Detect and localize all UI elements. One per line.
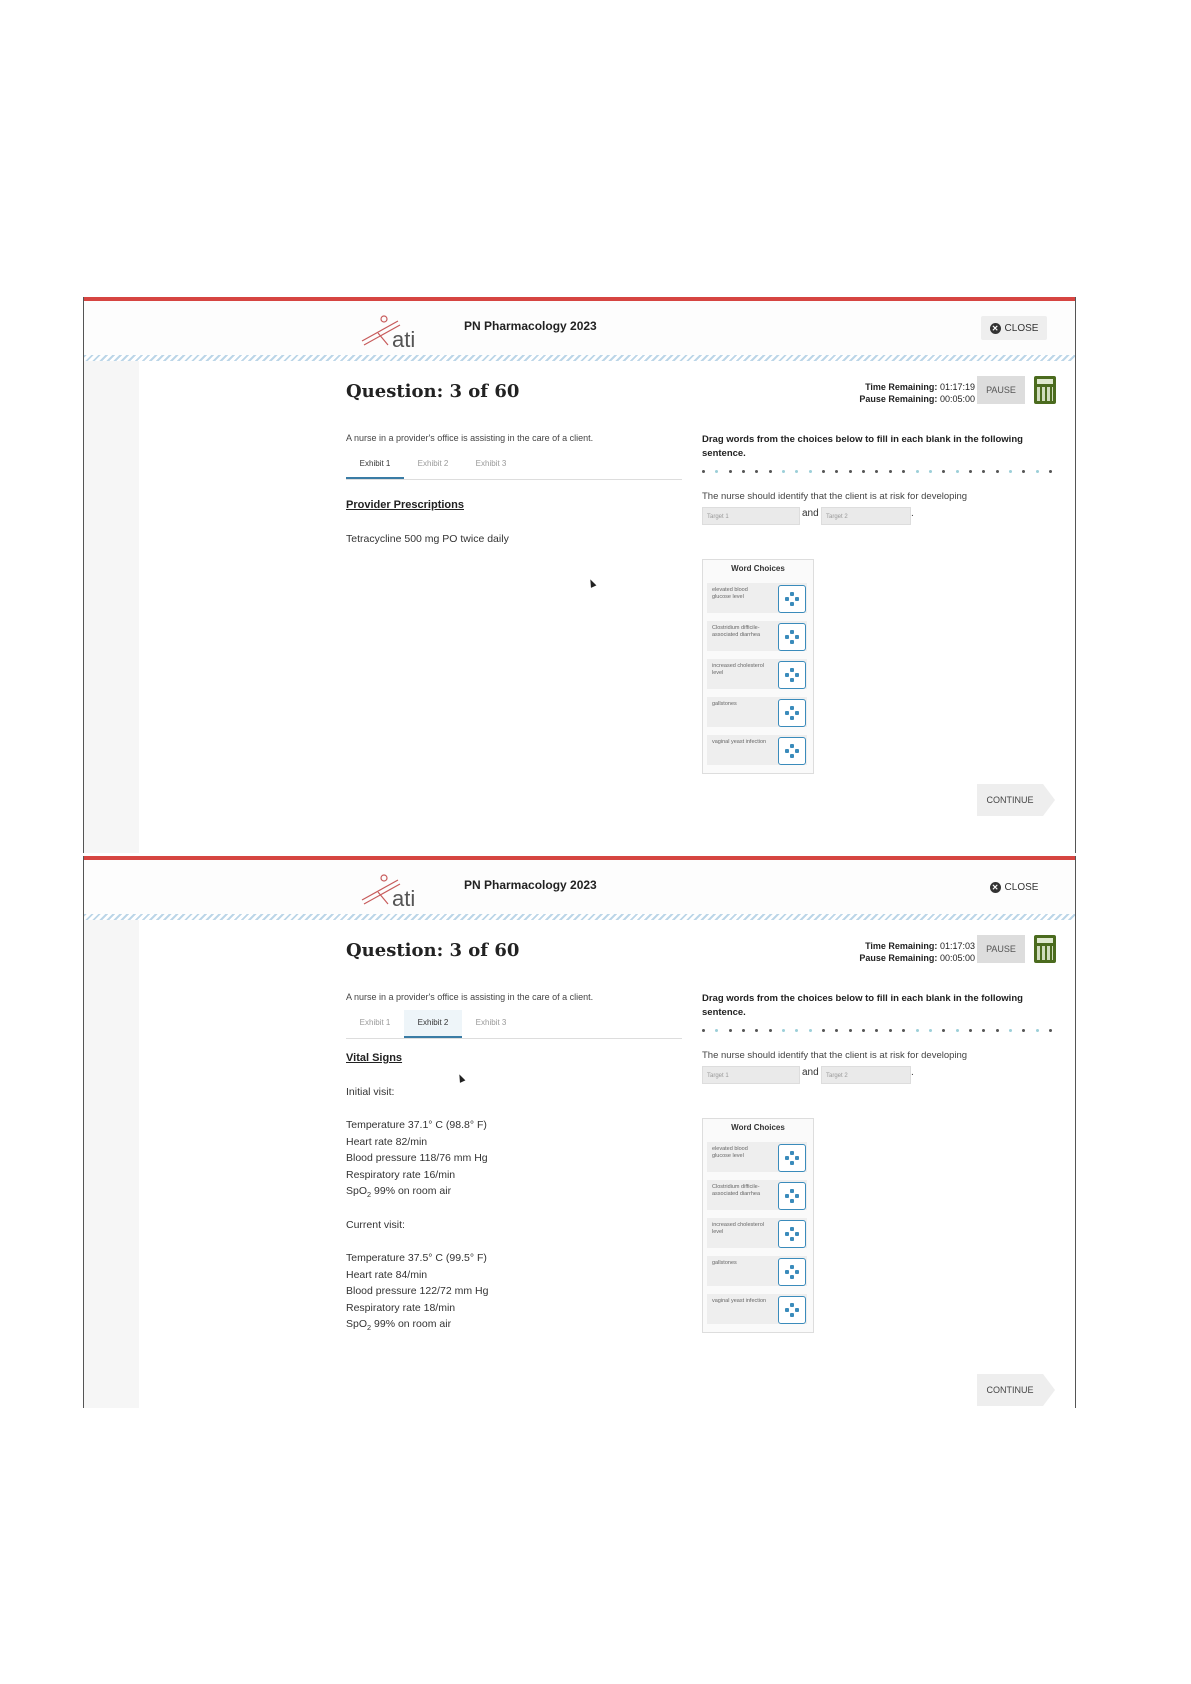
header-divider xyxy=(84,355,1075,361)
vital-blood-pressure: Blood pressure 122/72 mm Hg xyxy=(346,1285,489,1297)
drag-handle-icon[interactable] xyxy=(778,1182,806,1210)
drag-handle-icon[interactable] xyxy=(778,1296,806,1324)
exam-screen-exhibit-1 xyxy=(83,297,1076,853)
tab-exhibit-1[interactable]: Exhibit 1 xyxy=(346,451,404,479)
word-choices-title: Word Choices xyxy=(731,564,785,573)
drag-handle-icon[interactable] xyxy=(778,737,806,765)
close-label: CLOSE xyxy=(1004,322,1039,334)
progress-dots xyxy=(702,470,1052,476)
pause-remaining-label: Pause Remaining: xyxy=(859,394,938,404)
instruction: Drag words from the choices below to fill in each blank in the following sentence. xyxy=(702,993,1023,1018)
app-title: PN Pharmacology 2023 xyxy=(464,878,597,892)
drag-handle-icon[interactable] xyxy=(778,623,806,651)
connector-text: and xyxy=(802,1067,819,1078)
section-heading: Vital Signs xyxy=(346,1052,403,1064)
prescription-line: Tetracycline 500 mg PO twice daily xyxy=(346,533,509,545)
word-choice[interactable] xyxy=(707,1294,807,1324)
word-choice[interactable] xyxy=(707,583,807,613)
current-vitals xyxy=(346,1250,488,1337)
question-stem: A nurse in a provider's office is assisting in the care of a client. xyxy=(346,433,594,443)
word-choices-panel xyxy=(702,1118,814,1333)
instruction: Drag words from the choices below to fill in each blank in the following sentence. xyxy=(702,434,1023,459)
connector-text: and xyxy=(802,508,819,519)
timer xyxy=(859,940,975,964)
exhibit-tabs xyxy=(346,451,682,480)
drag-handle-icon[interactable] xyxy=(778,1220,806,1248)
time-remaining-label: Time Remaining: xyxy=(865,941,938,951)
target-2-dropzone[interactable]: Target 2 xyxy=(821,1066,911,1084)
word-choice[interactable] xyxy=(707,1256,807,1286)
pause-remaining-value: 00:05:00 xyxy=(939,394,975,404)
word-choice-label: increased cholesterol level xyxy=(712,1222,764,1235)
tab-exhibit-3[interactable]: Exhibit 3 xyxy=(475,459,507,468)
vital-spo2: SpO$_2$ 99% on room air xyxy=(346,1185,452,1200)
close-icon: ✕ xyxy=(990,882,1001,893)
exam-screen-exhibit-2 xyxy=(83,856,1076,1408)
continue-label: CONTINUE xyxy=(977,1374,1043,1406)
tab-exhibit-2[interactable]: Exhibit 2 xyxy=(417,459,449,468)
word-choice-label: elevated blood glucose level xyxy=(712,587,748,600)
exhibit-tabs xyxy=(346,1010,682,1039)
word-choices-title: Word Choices xyxy=(731,1123,785,1132)
target-2-dropzone[interactable]: Target 2 xyxy=(821,507,911,525)
mouse-cursor-icon xyxy=(457,1073,466,1083)
word-choice-label: gallstones xyxy=(712,701,737,707)
close-button[interactable] xyxy=(981,875,1047,899)
fill-in-sentence: The nurse should identify that the client is at risk for developing xyxy=(702,491,968,502)
continue-button[interactable] xyxy=(977,1374,1061,1406)
tab-exhibit-3[interactable]: Exhibit 3 xyxy=(475,1018,507,1027)
drag-handle-icon[interactable] xyxy=(778,699,806,727)
vital-temperature: Temperature 37.1° C (98.8° F) xyxy=(346,1119,487,1131)
left-pane xyxy=(84,860,139,1408)
pause-remaining-label: Pause Remaining: xyxy=(859,953,938,963)
continue-button[interactable] xyxy=(977,784,1061,816)
target-1-dropzone[interactable]: Target 1 xyxy=(702,1066,800,1084)
word-choice-label: Clostridium difficile-associated diarrhea xyxy=(712,1184,761,1197)
question-title: Question: 3 of 60 xyxy=(346,940,520,961)
logo-text: ati xyxy=(392,886,416,910)
logo-text: ati xyxy=(392,327,416,351)
left-pane xyxy=(84,301,139,853)
mouse-cursor-icon xyxy=(588,578,597,588)
fill-in-sentence: The nurse should identify that the client is at risk for developing xyxy=(702,1050,968,1061)
initial-visit-label: Initial visit: xyxy=(346,1086,395,1098)
time-remaining-value: 01:17:19 xyxy=(939,382,975,392)
pause-button[interactable]: PAUSE xyxy=(977,376,1025,404)
close-label: CLOSE xyxy=(1004,881,1039,893)
word-choice[interactable] xyxy=(707,1142,807,1172)
drag-handle-icon[interactable] xyxy=(778,585,806,613)
ati-logo-icon xyxy=(358,870,428,910)
drag-handle-icon[interactable] xyxy=(778,1144,806,1172)
section-heading: Provider Prescriptions xyxy=(346,499,464,511)
vital-spo2: SpO$_2$ 99% on room air xyxy=(346,1318,452,1333)
continue-arrow-icon xyxy=(1043,784,1055,816)
word-choice[interactable] xyxy=(707,1218,807,1248)
ati-logo-icon xyxy=(358,311,428,351)
question-title: Question: 3 of 60 xyxy=(346,381,520,402)
vital-heart-rate: Heart rate 84/min xyxy=(346,1268,428,1281)
vital-temperature: Temperature 37.5° C (99.5° F) xyxy=(346,1252,487,1264)
word-choices-panel xyxy=(702,559,814,774)
pause-button[interactable]: PAUSE xyxy=(977,935,1025,963)
progress-dots xyxy=(702,1029,1052,1035)
sentence-period: . xyxy=(911,508,914,519)
vital-heart-rate: Heart rate 82/min xyxy=(346,1135,428,1148)
current-visit-label: Current visit: xyxy=(346,1219,405,1231)
word-choice[interactable] xyxy=(707,735,807,765)
word-choice-label: increased cholesterol level xyxy=(712,663,764,676)
target-1-dropzone[interactable]: Target 1 xyxy=(702,507,800,525)
header-divider xyxy=(84,914,1075,920)
sentence-period: . xyxy=(911,1067,914,1078)
drag-handle-icon[interactable] xyxy=(778,661,806,689)
calculator-icon[interactable] xyxy=(1034,376,1056,404)
close-icon: ✕ xyxy=(990,323,1001,334)
word-choice[interactable] xyxy=(707,1180,807,1210)
app-title: PN Pharmacology 2023 xyxy=(464,319,597,333)
word-choice-label: gallstones xyxy=(712,1260,737,1266)
calculator-icon[interactable] xyxy=(1034,935,1056,963)
tab-exhibit-2[interactable]: Exhibit 2 xyxy=(404,1010,462,1038)
vital-respiratory-rate: Respiratory rate 16/min xyxy=(346,1168,456,1181)
time-remaining-label: Time Remaining: xyxy=(865,382,938,392)
word-choice[interactable] xyxy=(707,621,807,651)
continue-label: CONTINUE xyxy=(977,784,1043,816)
timer xyxy=(859,381,975,405)
question-stem: A nurse in a provider's office is assisting in the care of a client. xyxy=(346,992,594,1002)
word-choice[interactable] xyxy=(707,659,807,689)
pause-remaining-value: 00:05:00 xyxy=(939,953,975,963)
time-remaining-value: 01:17:03 xyxy=(939,941,975,951)
tab-exhibit-1[interactable]: Exhibit 1 xyxy=(359,1018,391,1027)
word-choice-label: Clostridium difficile-associated diarrhea xyxy=(712,625,761,638)
word-choice-label: elevated blood glucose level xyxy=(712,1146,748,1159)
vital-respiratory-rate: Respiratory rate 18/min xyxy=(346,1301,456,1314)
drag-handle-icon[interactable] xyxy=(778,1258,806,1286)
word-choice[interactable] xyxy=(707,697,807,727)
vital-blood-pressure: Blood pressure 118/76 mm Hg xyxy=(346,1152,488,1164)
initial-vitals xyxy=(346,1117,488,1204)
word-choice-label: vaginal yeast infection xyxy=(712,739,767,745)
word-choice-label: vaginal yeast infection xyxy=(712,1298,767,1304)
continue-arrow-icon xyxy=(1043,1374,1055,1406)
close-button[interactable] xyxy=(981,316,1047,340)
